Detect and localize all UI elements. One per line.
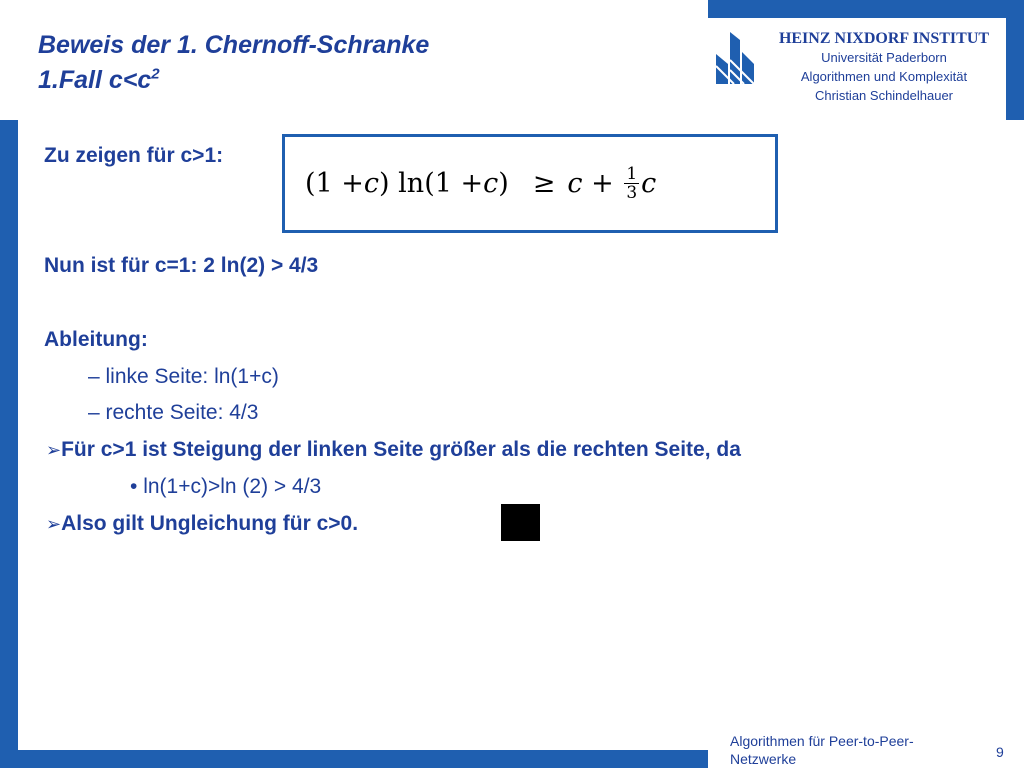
left-frame-bar <box>0 120 18 750</box>
arrow-bullet-icon: ➢ <box>46 440 62 461</box>
left-side-line: – linke Seite: ln(1+c) <box>88 365 279 388</box>
to-show-label: Zu zeigen für c>1: <box>44 144 224 167</box>
author-name: Christian Schindelhauer <box>814 88 954 103</box>
bottom-frame-bar <box>0 750 708 768</box>
formula-lhs-b: ) ln(1 + <box>379 168 484 199</box>
formula-var-c: c <box>363 168 380 199</box>
institute-name: HEINZ NIXDORF INSTITUT <box>778 30 990 47</box>
formula-var-c: c <box>567 168 583 199</box>
title-line-1: Beweis der 1. Chernoff-Schranke <box>38 31 430 59</box>
fraction-numerator: 1 <box>626 164 638 184</box>
derivative-label: Ableitung: <box>44 328 148 351</box>
formula-var-c: c <box>483 168 499 199</box>
formula-var-c: c <box>641 168 657 199</box>
fraction-denominator: 3 <box>626 183 638 203</box>
qed-square-icon <box>501 504 540 541</box>
conclusion-text: Also gilt Ungleichung für c>0. <box>61 512 359 535</box>
page-number: 9 <box>996 744 1004 760</box>
conclusion-line <box>46 511 358 538</box>
bullet-text: ln(1+c)>ln (2) > 4/3 <box>143 475 322 498</box>
inequality-formula <box>305 165 656 202</box>
claim-line <box>46 437 741 464</box>
bullet-dot-icon: • <box>130 475 138 498</box>
formula-lhs-a: (1 + <box>305 168 364 199</box>
formula-plus: + <box>582 168 623 199</box>
research-group: Algorithmen und Komplexität <box>800 69 968 84</box>
formula-relation: ≥ <box>532 168 556 199</box>
top-frame-bar <box>708 0 1024 18</box>
right-frame-bar <box>1006 0 1024 120</box>
title-line-2-text: 1.Fall c<c <box>38 66 152 95</box>
hni-logo-icon <box>714 30 756 86</box>
arrow-bullet-icon: ➢ <box>46 514 62 535</box>
now-line: Nun ist für c=1: 2 ln(2) > 4/3 <box>44 254 319 277</box>
university-name: Universität Paderborn <box>821 50 947 65</box>
claim-text: Für c>1 ist Steigung der linken Seite größer als die rechten Seite, da <box>61 438 741 461</box>
slide-title <box>38 30 429 95</box>
title-line-2 <box>38 66 160 94</box>
footer-course-title: Algorithmen für Peer-to-Peer-Netzwerke <box>730 733 914 767</box>
formula-box <box>282 134 778 233</box>
formula-fraction <box>624 165 639 202</box>
title-superscript: 2 <box>151 66 160 83</box>
right-side-line: – rechte Seite: 4/3 <box>88 401 259 424</box>
formula-lhs-close: ) <box>498 168 509 199</box>
bullet-line <box>130 474 321 500</box>
institute-block <box>764 30 1004 105</box>
